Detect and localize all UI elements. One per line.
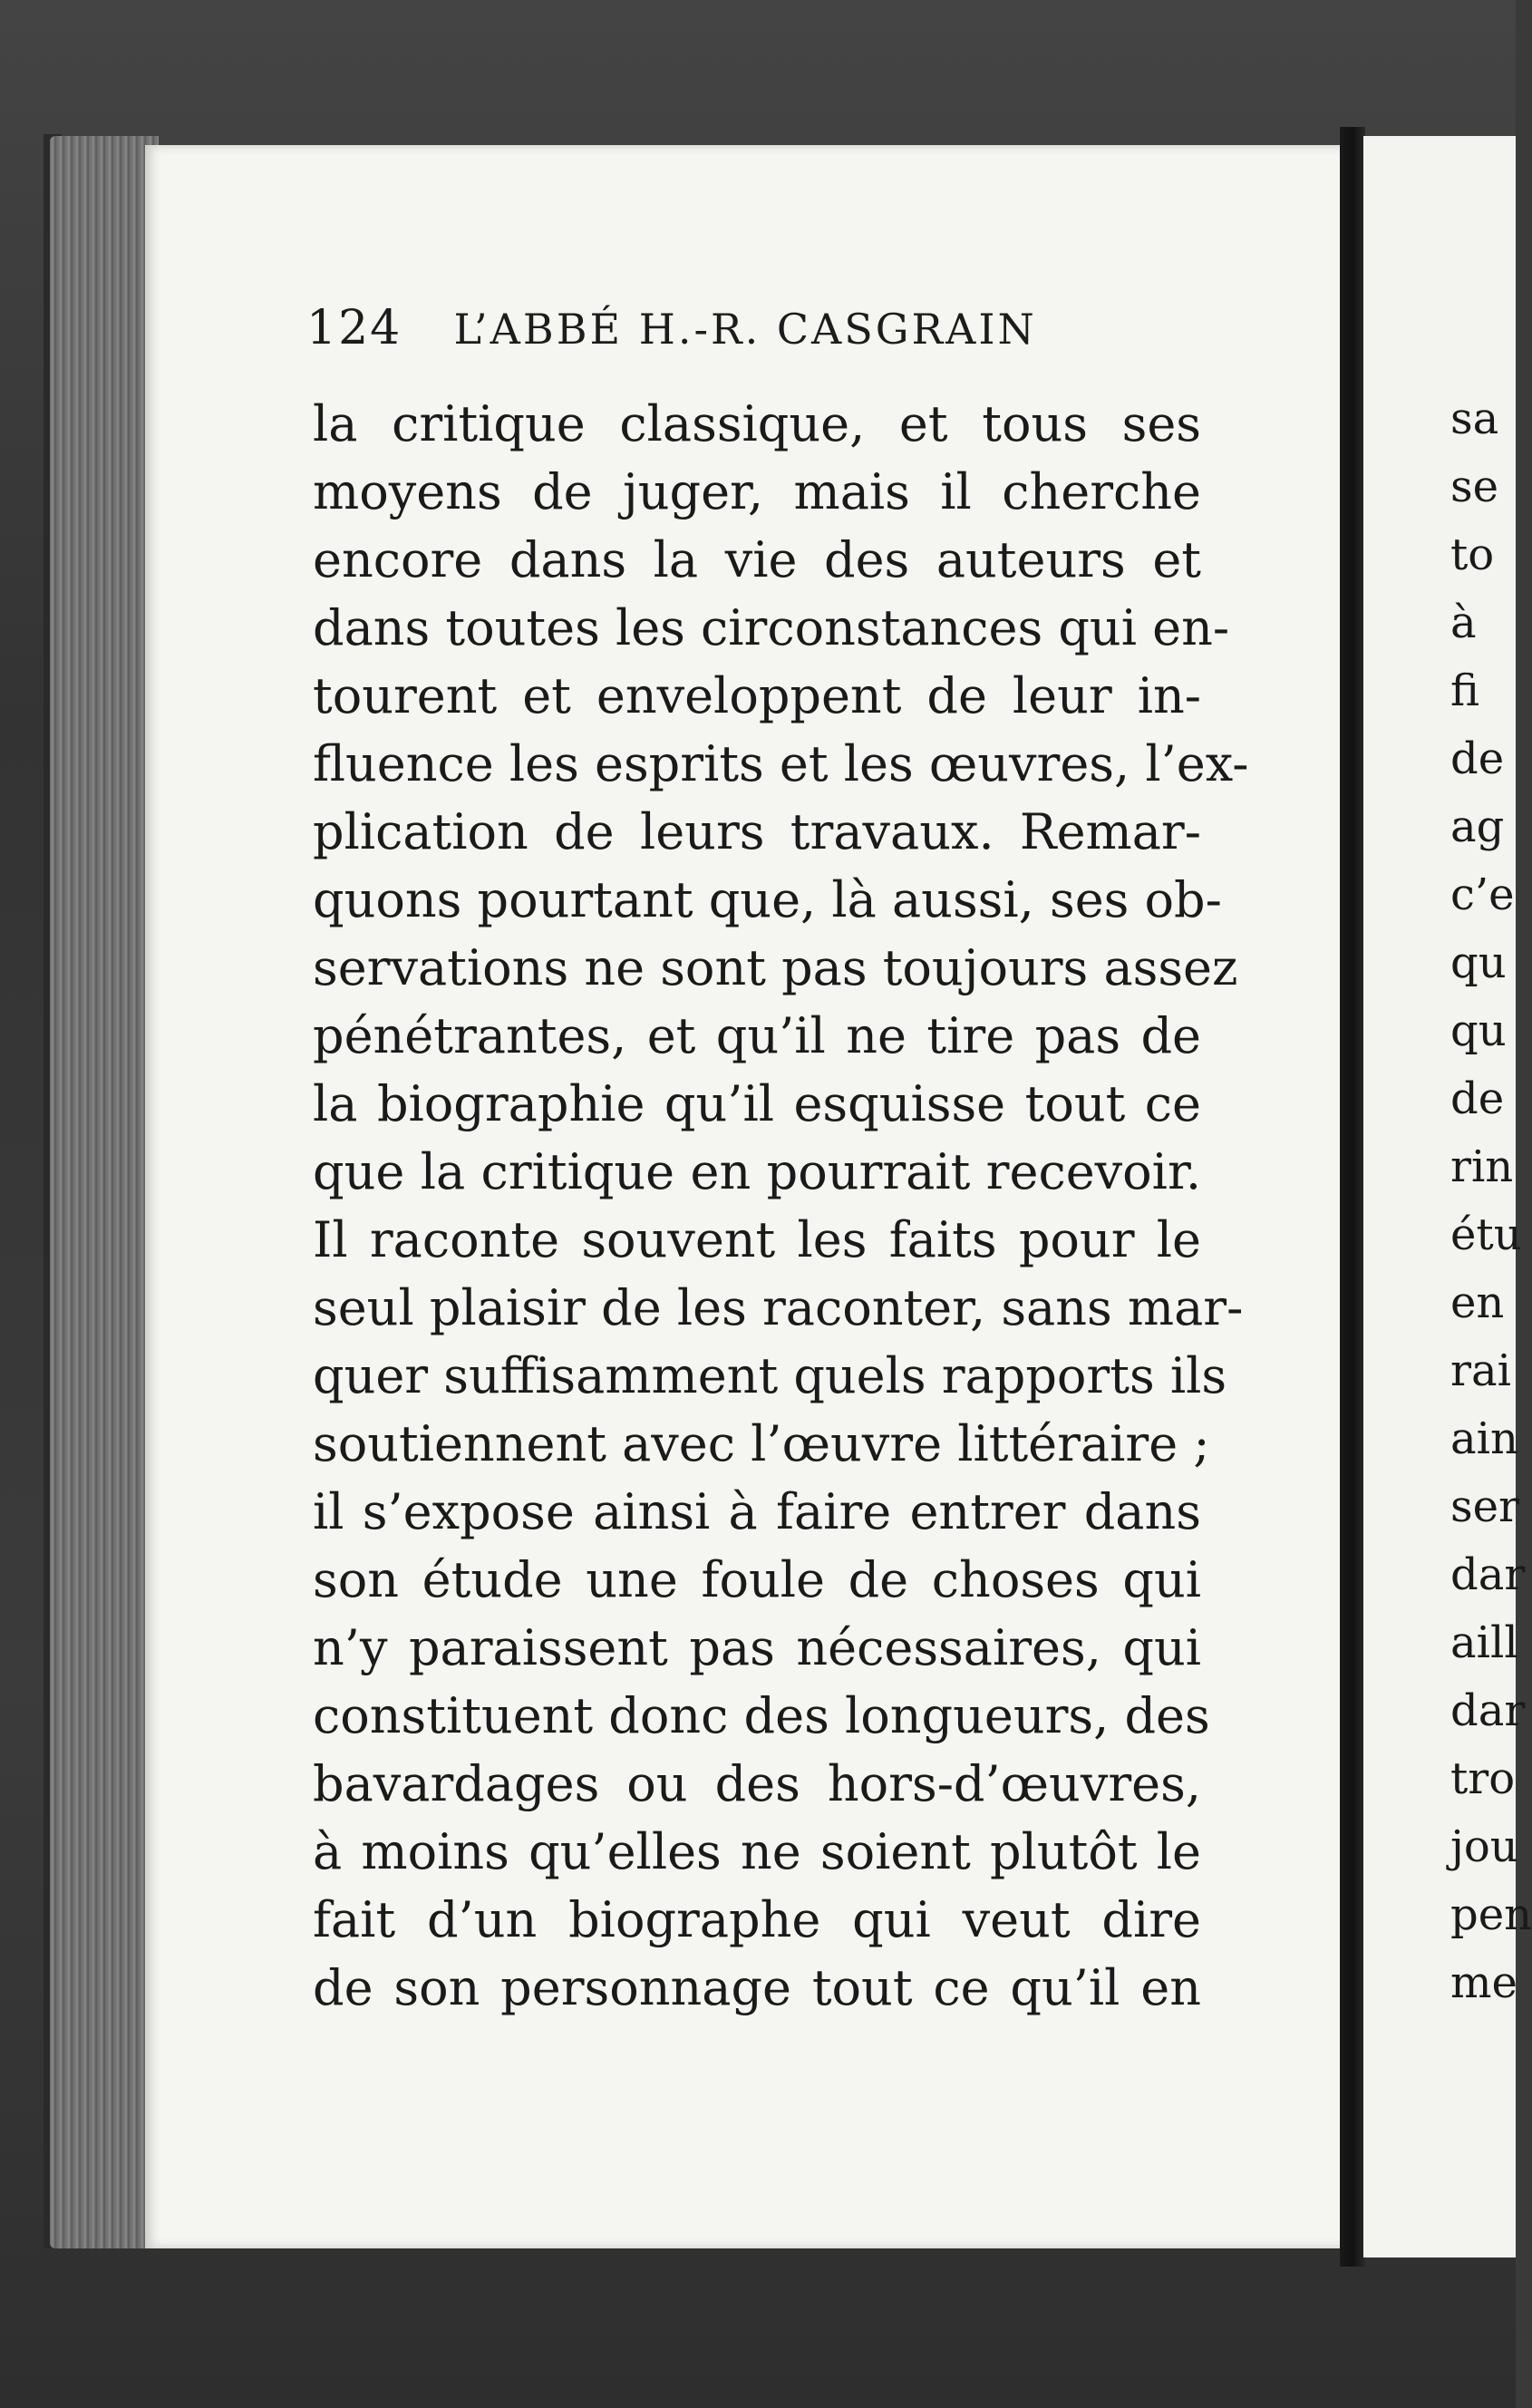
page-number: 124 <box>306 301 402 355</box>
text-line: seul plaisir de les raconter, sans mar- <box>313 1279 1244 1336</box>
text-line: moyens de juger, mais il cherche <box>313 463 1201 520</box>
text-line-fragment: ain <box>1450 1413 1518 1464</box>
text-line: quons pourtant que, là aussi, ses ob- <box>313 871 1222 928</box>
text-line-fragment: to <box>1450 529 1495 580</box>
text-line: à moins qu’elles ne soient plutôt le <box>313 1823 1201 1880</box>
text-line-fragment: pen <box>1450 1889 1532 1940</box>
text-line-fragment: ser <box>1450 1481 1519 1532</box>
text-line-fragment: rai <box>1450 1345 1511 1396</box>
running-title: L’ABBÉ H.-R. CASGRAIN <box>453 305 1037 354</box>
text-line: servations ne sont pas toujours assez <box>313 939 1238 996</box>
right-page-body <box>1450 385 1532 2017</box>
text-line-fragment: rin <box>1450 1141 1514 1192</box>
running-header <box>306 301 1037 355</box>
text-line-fragment: sa <box>1450 393 1499 444</box>
text-line: n’y paraissent pas nécessaires, qui <box>313 1619 1201 1676</box>
text-line-fragment: de <box>1450 733 1505 784</box>
text-line: encore dans la vie des auteurs et <box>313 531 1201 588</box>
text-line: il s’expose ainsi à faire entrer dans <box>313 1483 1201 1540</box>
text-line: fluence les esprits et les œuvres, l’ex- <box>313 735 1249 792</box>
text-line-fragment: à <box>1450 597 1477 648</box>
text-line: Il raconte souvent les faits pour le <box>313 1211 1201 1268</box>
text-line: soutiennent avec l’œuvre littéraire ; <box>313 1415 1210 1472</box>
text-line-fragment: de <box>1450 1073 1505 1124</box>
text-line-fragment: ag <box>1450 801 1505 852</box>
text-line-fragment: qu <box>1450 937 1507 988</box>
text-line: constituent donc des longueurs, des <box>313 1687 1210 1744</box>
text-line-fragment: qu <box>1450 1005 1507 1056</box>
text-line-fragment: me <box>1450 1957 1517 2008</box>
text-line-fragment: se <box>1450 461 1499 512</box>
text-line: quer suffisamment quels rapports ils <box>313 1347 1227 1404</box>
text-line: dans toutes les circonstances qui en- <box>313 599 1230 656</box>
text-line-fragment: dar <box>1450 1685 1526 1736</box>
text-line: pénétrantes, et qu’il ne tire pas de <box>313 1007 1201 1064</box>
text-line-fragment: jou <box>1450 1821 1518 1872</box>
text-line-fragment: aill <box>1450 1617 1518 1668</box>
text-line: la critique classique, et tous ses <box>313 395 1201 452</box>
left-page-body <box>313 390 1249 2022</box>
book-gutter <box>1340 127 1365 2267</box>
text-line: son étude une foule de choses qui <box>313 1551 1201 1608</box>
text-line: plication de leurs travaux. Remar- <box>313 803 1201 860</box>
text-line: tourent et enveloppent de leur in- <box>313 667 1201 724</box>
text-line: de son personnage tout ce qu’il en <box>313 1959 1201 2016</box>
text-line: bavardages ou des hors-d’œuvres, <box>313 1755 1201 1812</box>
text-line-fragment: c’e <box>1450 869 1515 920</box>
text-line-fragment: en <box>1450 1277 1505 1328</box>
book-page-edges <box>50 136 159 2248</box>
text-line-fragment: fi <box>1450 665 1480 716</box>
text-line: que la critique en pourrait recevoir. <box>313 1143 1201 1200</box>
text-line-fragment: tro <box>1450 1753 1516 1804</box>
text-line: la biographie qu’il esquisse tout ce <box>313 1075 1201 1132</box>
text-line: fait d’un biographe qui veut dire <box>313 1891 1201 1948</box>
text-line-fragment: étu <box>1450 1209 1522 1260</box>
text-line-fragment: dar <box>1450 1549 1526 1600</box>
